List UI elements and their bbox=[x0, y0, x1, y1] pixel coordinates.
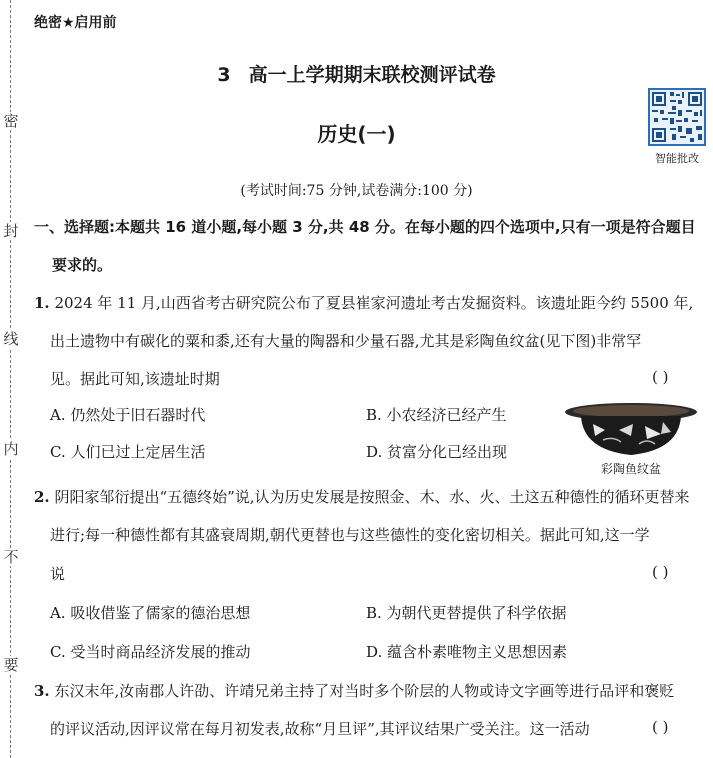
option-b[interactable]: B. 为朝代更替提供了科学依据 bbox=[366, 604, 567, 622]
title-number: 3 bbox=[217, 64, 231, 86]
title-text: 高一上学期期末联校测评试卷 bbox=[248, 64, 496, 86]
section-heading: 一、选择题:本题共 16 道小题,每小题 3 分,共 48 分。在每小题的四个选项中,只有一项是符合题目 bbox=[34, 218, 696, 236]
option-d[interactable]: D. 蕴含朴素唯物主义思想因素 bbox=[366, 643, 568, 661]
question-text: 东汉末年,汝南郡人许劭、许靖兄弟主持了对当时多个阶层的人物或诗文字画等进行品评和褒贬 bbox=[54, 682, 675, 700]
question-2-line-3: 说 bbox=[50, 565, 66, 583]
seal-char: 要 bbox=[3, 656, 19, 674]
seal-char: 不 bbox=[3, 548, 19, 566]
option-b[interactable]: B. 小农经济已经产生 bbox=[366, 406, 507, 424]
exam-info: (考试时间:75 分钟,试卷满分:100 分) bbox=[240, 183, 473, 199]
answer-blank[interactable]: ( ) bbox=[652, 563, 669, 581]
question-number: 1. bbox=[34, 294, 50, 312]
image-caption: 彩陶鱼纹盆 bbox=[600, 462, 661, 476]
option-c[interactable]: C. 受当时商品经济发展的推动 bbox=[50, 643, 251, 661]
question-1-line-3: 见。据此可知,该遗址时期 bbox=[50, 370, 220, 388]
subject-title: 历史(一) bbox=[317, 122, 396, 146]
question-number: 3. bbox=[34, 682, 50, 700]
option-a[interactable]: A. 仍然处于旧石器时代 bbox=[50, 406, 206, 424]
question-1-line-1 bbox=[34, 292, 693, 313]
page-title bbox=[0, 60, 713, 87]
option-c[interactable]: C. 人们已过上定居生活 bbox=[50, 443, 206, 461]
confidential-label: 绝密★启用前 bbox=[34, 15, 117, 31]
question-text: 阴阳家邹衍提出“五德终始”说,认为历史发展是按照金、木、水、火、土这五种德性的循环更替来 bbox=[54, 488, 690, 506]
question-2-line-1 bbox=[34, 486, 690, 507]
seal-char: 内 bbox=[3, 440, 19, 458]
question-2-line-2: 进行;每一种德性都有其盛衰周期,朝代更替也与这些德性的变化密切相关。据此可知,这一学 bbox=[50, 526, 650, 544]
seal-char: 密 bbox=[3, 112, 19, 130]
answer-blank[interactable]: ( ) bbox=[652, 718, 669, 736]
seal-char: 线 bbox=[3, 330, 19, 348]
section-heading-cont: 要求的。 bbox=[52, 256, 113, 274]
question-text: 2024 年 11 月,山西省考古研究院公布了夏县崔家河遗址考古发掘资料。该遗址距今约 5500 年, bbox=[54, 294, 694, 312]
question-1-line-2: 出土遗物中有碳化的粟和黍,还有大量的陶器和少量石器,尤其是彩陶鱼纹盆(见下图)非常罕 bbox=[50, 332, 642, 350]
option-a[interactable]: A. 吸收借鉴了儒家的德治思想 bbox=[50, 604, 251, 622]
question-number: 2. bbox=[34, 488, 50, 506]
answer-blank[interactable]: ( ) bbox=[652, 368, 669, 386]
option-d[interactable]: D. 贫富分化已经出现 bbox=[366, 443, 508, 461]
question-3-line-2: 的评议活动,因评议常在每月初发表,故称“月旦评”,其评议结果广受关注。这一活动 bbox=[50, 720, 590, 738]
seal-char: 封 bbox=[3, 222, 19, 240]
question-3-line-1 bbox=[34, 680, 674, 701]
painted-pottery-basin-image bbox=[563, 400, 699, 458]
qr-code-icon[interactable] bbox=[648, 88, 706, 146]
qr-caption: 智能批改 bbox=[655, 152, 699, 165]
